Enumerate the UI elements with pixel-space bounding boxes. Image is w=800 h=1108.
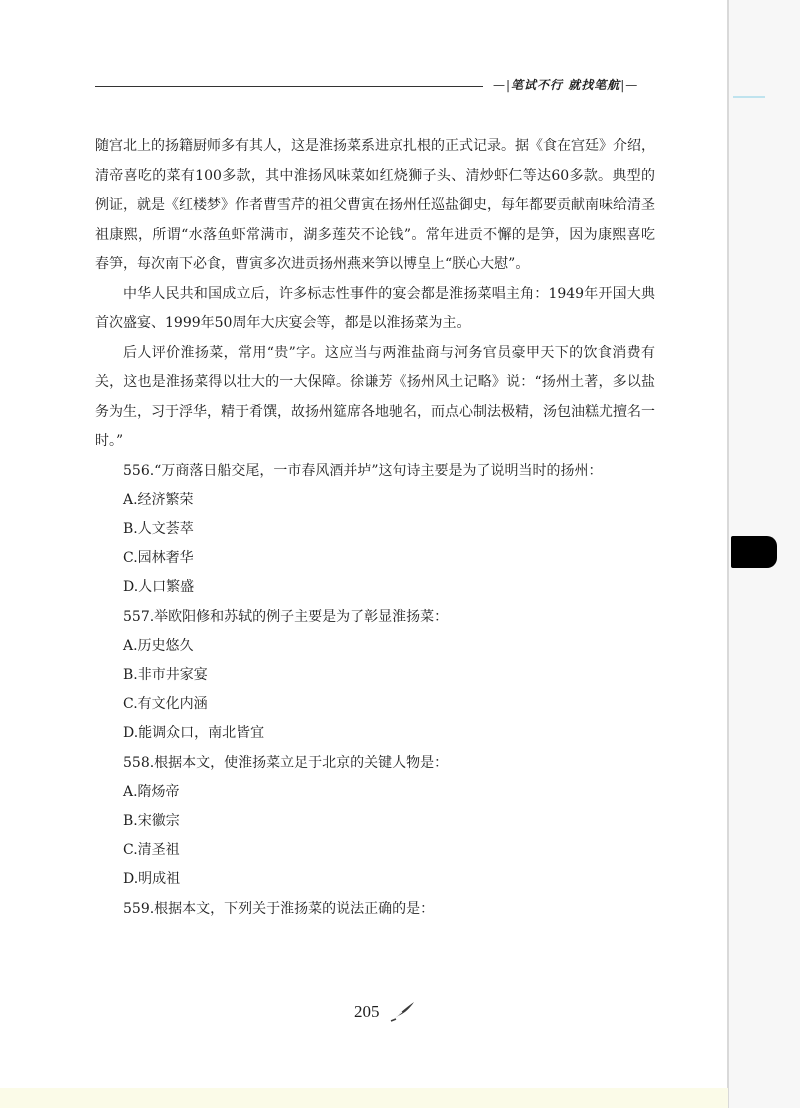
- thumb-index-tab: [731, 536, 777, 568]
- question-558-option-b: B.宋徽宗: [123, 812, 180, 829]
- question-556-option-c: C.园林奢华: [123, 550, 194, 567]
- question-556-option-a: A.经济繁荣: [123, 491, 194, 508]
- header-bar-left: —|: [493, 78, 512, 92]
- paragraph-3: 后人评价淮扬菜，常用“贵”字。这应当与两淮盐商与河务官员豪甲天下的饮食消费有关，这也是淮扬菜得以壮大的一大保障。徐谦芳《扬州风土记略》说：“扬州土著，多以盐务为生，习于浮华，精于肴馔，故扬州筵席各地驰名，而点心制法极精，汤包油糕尤擅名一时。”: [95, 344, 655, 449]
- question-558-option-d: D.明成祖: [123, 871, 181, 888]
- question-559-stem: 559.根据本文，下列关于淮扬菜的说法正确的是：: [123, 900, 435, 917]
- page-content: [95, 132, 655, 924]
- edge-marker: [733, 96, 765, 98]
- page-header: [95, 76, 650, 96]
- question-558-stem: 558.根据本文，使淮扬菜立足于北京的关键人物是：: [123, 754, 449, 771]
- question-556-option-d: D.人口繁盛: [123, 579, 195, 596]
- paragraph-2: 中华人民共和国成立后，许多标志性事件的宴会都是淮扬菜唱主角：1949年开国大典首次盛宴、1999年50周年大庆宴会等，都是以淮扬菜为主。: [95, 285, 655, 331]
- question-556-option-b: B.人文荟萃: [123, 520, 194, 537]
- bottom-edge-strip: [0, 1088, 728, 1108]
- page-footer: [340, 998, 460, 1028]
- header-bar-right: |—: [620, 78, 639, 92]
- page-number: 205: [354, 1002, 380, 1021]
- question-558-option-a: A.隋炀帝: [123, 783, 180, 800]
- paragraph-1: 随宫北上的扬籍厨师多有其人，这是淮扬菜系进京扎根的正式记录。据《食在宫廷》介绍，清帝喜吃的菜有100多款，其中淮扬风味菜如红烧狮子头、清炒虾仁等达60多款。典型的例证，就是《红楼梦》作者曹雪芹的祖父曹寅在扬州任巡盐御史，每年都要贡献南味给清圣祖康熙，所谓“水落鱼虾常满市，湖多莲芡不论钱”。常年进贡不懈的是笋，因为康熙喜吃春笋，每次南下必食，曹寅多次进贡扬州燕来笋以博皇上“朕心大慰”。: [95, 138, 655, 272]
- question-557-option-c: C.有文化内涵: [123, 696, 208, 713]
- question-557-option-b: B.非市井家宴: [123, 666, 208, 683]
- page-edge-line: [727, 0, 729, 1108]
- quill-pen-icon: [390, 1000, 416, 1022]
- header-slogan-text: 笔试不行 就找笔航: [511, 78, 621, 92]
- question-558-option-c: C.清圣祖: [123, 842, 180, 859]
- question-557-stem: 557.举欧阳修和苏轼的例子主要是为了彰显淮扬菜：: [123, 608, 449, 625]
- header-slogan: [493, 76, 638, 93]
- question-556-stem: 556.“万商落日船交尾，一市春风酒并垆”这句诗主要是为了说明当时的扬州：: [123, 462, 603, 479]
- question-557-option-a: A.历史悠久: [123, 637, 194, 654]
- header-rule: [95, 86, 483, 87]
- question-557-option-d: D.能调众口，南北皆宜: [123, 725, 265, 742]
